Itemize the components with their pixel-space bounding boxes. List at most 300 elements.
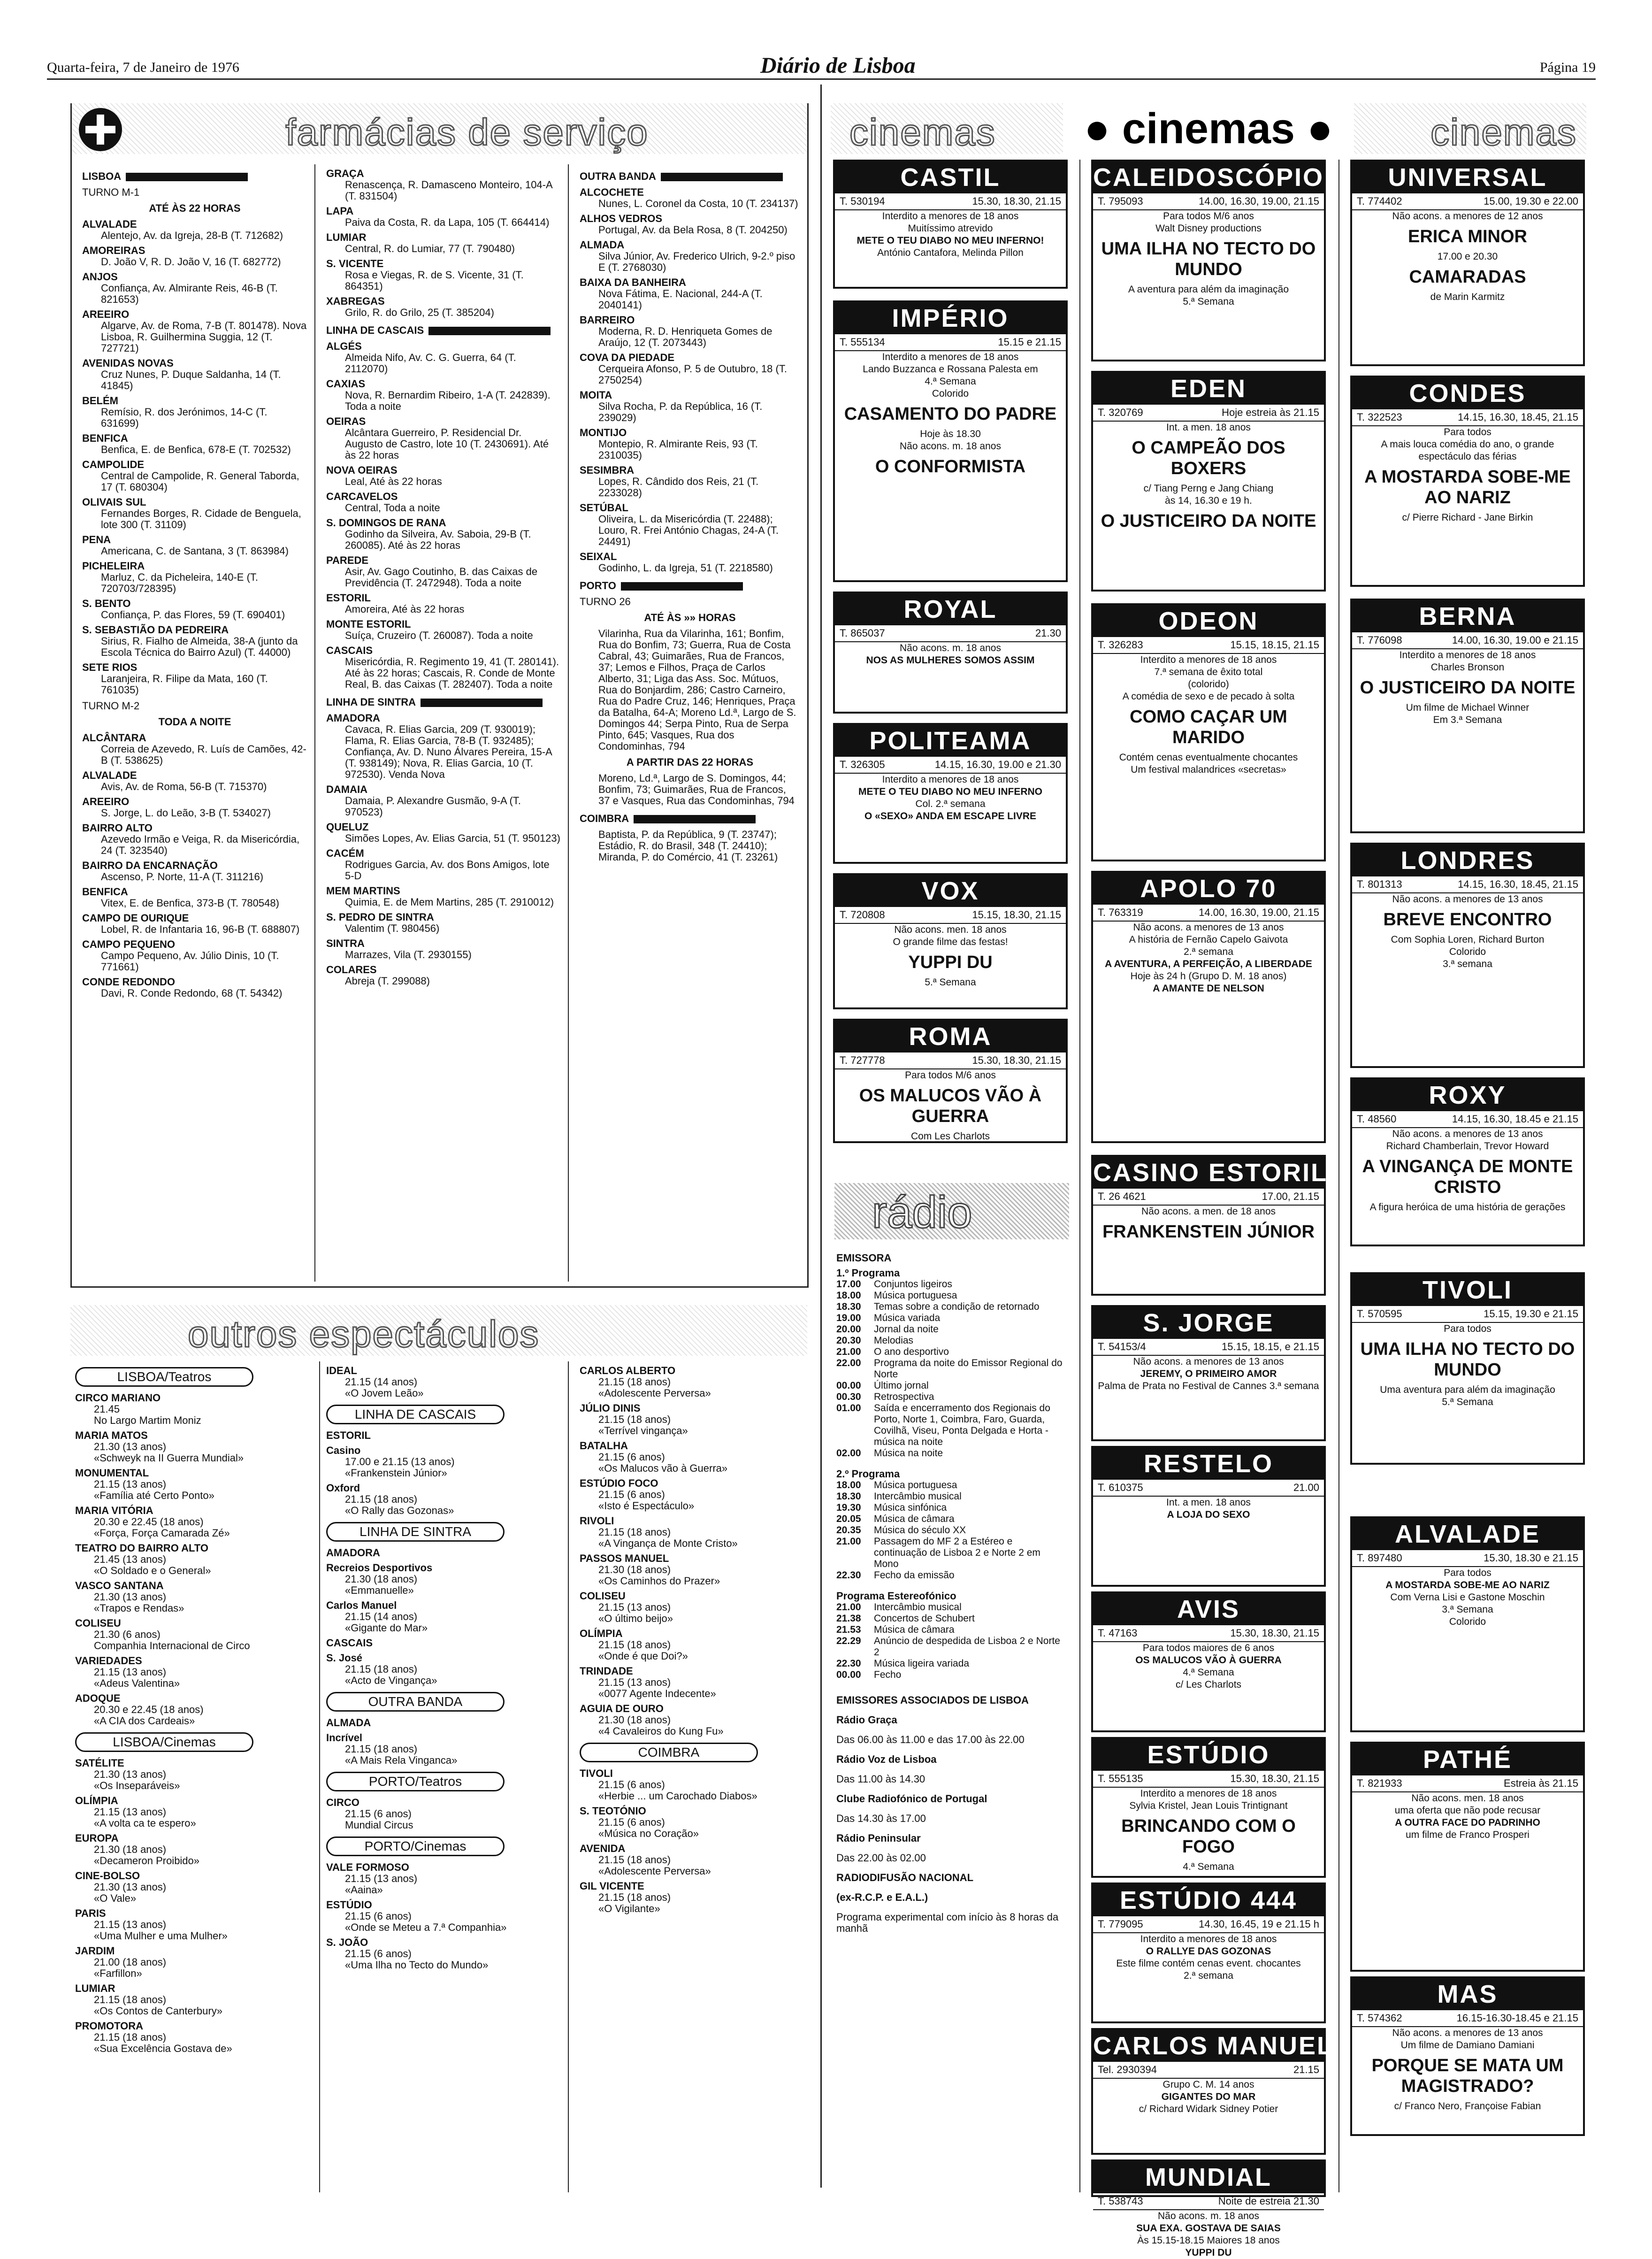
place-name: S. PEDRO DE SINTRA [326,911,434,923]
place-name: MOITA [580,389,612,401]
radio-show: Anúncio de despedida de Lisboa 2 e Norte 2 [874,1636,1060,1658]
cinema-times: 14.15, 16.30, 18.45 e 21.15 [1452,1113,1578,1125]
pharmacy-entry: Leal, Até às 22 horas [345,476,442,487]
cinema-name: TIVOLI [1352,1274,1583,1306]
venue-name: CIRCO MARIANO [75,1392,161,1404]
venue-name: GIL VICENTE [580,1880,644,1892]
cinema-phone: T. 326305 [840,759,885,770]
venue-detail: «Isto é Espectáculo» [598,1500,695,1512]
venue-detail: 21.15 (14 anos) [345,1376,418,1388]
radio-row [836,1346,1066,1358]
cinema-line: 4.ª Semana [925,376,976,387]
cinema-box-castil [833,160,1068,289]
cinema-box-restelo [1091,1446,1326,1587]
place-name: PAREDE [326,554,369,566]
section-tag: PORTO/Teatros [326,1772,505,1791]
venue-detail: «O último beijo» [598,1613,673,1624]
cinema-times: 15.30, 18.30, 21.15 [1230,1773,1319,1784]
venue-detail: «A volta ca te espero» [94,1817,196,1829]
radio-row [836,1301,1066,1313]
cinema-line: 2.ª semana [1184,946,1233,957]
turno-label: TURNO 26 [580,596,631,607]
venue-name: MARIA MATOS [75,1429,148,1441]
cinema-line: 5.ª Semana [925,977,976,988]
cinema-times: 14.00, 16.30, 19.00, 21.15 [1199,195,1319,207]
cinema-box-tivoli [1350,1272,1585,1465]
cinema-box-mas [1350,1976,1585,2136]
venue-detail: «Decameron Proibido» [94,1855,200,1867]
cinemas-title: ● cinemas ● [1063,103,1354,154]
cinema-line: PORQUE SE MATA UM MAGISTRADO? [1371,2056,1564,2096]
radio-row [836,1602,1066,1613]
venue-detail: «Frankenstein Júnior» [345,1467,447,1479]
cinema-line: O grande filme das festas! [893,937,1008,947]
cinema-line: António Cantafora, Melinda Pillon [877,247,1024,258]
cinema-name: ESTÚDIO [1093,1739,1324,1771]
cinema-phone: T. 774402 [1357,195,1402,207]
cinema-name: ODEON [1093,605,1324,637]
radio-show: Passagem do MF 2 a Estéreo e continuação de Lisboa 2 e Norte 2 em Mono [874,1536,1040,1569]
radio-programme-1: 1.º Programa [836,1267,900,1279]
cinema-line: Hoje às 18.30 [920,429,981,439]
cinema-times: 14.15, 16.30, 18.45, 21.15 [1458,878,1578,890]
cinema-times: Estreia às 21.15 [1504,1777,1578,1789]
cinema-phone: T. 326283 [1098,639,1143,651]
pharmacy-entry: Vitex, E. de Benfica, 373-B (T. 780548) [101,897,279,909]
radio-show: Jornal da noite [874,1324,939,1335]
cinema-phone: T. 530194 [840,195,885,207]
outros-title: outros espectáculos [188,1313,540,1355]
place-name: CAMPO DE OURIQUE [82,912,189,924]
radio-show: Retrospectiva [874,1391,934,1402]
cinema-phone: T. 54153/4 [1098,1341,1146,1352]
cinema-line: A AVENTURA, A PERFEIÇÃO, A LIBERDADE [1105,959,1312,969]
venue-name: ESTÚDIO [326,1899,372,1911]
venue-name: PROMOTORA [75,2020,144,2032]
cinema-phone: T. 322523 [1357,411,1402,423]
venue-detail: «Adolescente Perversa» [598,1865,711,1877]
radio-time: 20.30 [836,1335,861,1346]
venue-name: ESTORIL [326,1429,371,1441]
hours-label: ATÉ ÀS »» HORAS [644,612,736,623]
cinema-line: Interdito a menores de 18 anos [1140,1788,1277,1799]
venue-detail: «O Vale» [94,1892,137,1904]
cinema-line: Não acons. a menores de 13 anos [1392,1129,1543,1139]
cinema-line: A figura heróica de uma história de gerações [1369,1202,1566,1213]
outros-column-2 [326,1361,561,1971]
place-name: S. BENTO [82,598,131,609]
farmacias-bottom-rule [70,1286,809,1288]
venue-detail: «Adeus Valentina» [94,1677,180,1689]
cinema-name: S. JORGE [1093,1307,1324,1339]
place-name: QUELUZ [326,821,369,833]
cinema-name: IMPÉRIO [835,302,1066,334]
cinema-line: Para todos [1444,1567,1491,1578]
cinema-line: Não acons. men. 18 anos [1411,1793,1524,1804]
venue-name: Casino [326,1445,361,1456]
pharmacy-entry: Abreja (T. 299088) [345,975,430,987]
radio-show: O ano desportivo [874,1346,949,1357]
venue-detail: «Schweyk na II Guerra Mundial» [94,1452,244,1464]
radio-show: Música portuguesa [874,1480,957,1491]
venue-detail: 20.30 e 22.45 (18 anos) [94,1516,204,1528]
pharmacy-entry: Cavaca, R. Elias Garcia, 209 (T. 930019); Flama, R. Elias Garcia, 78-B (T. 932485); Confiança, Av. D. Nuno Álvares Pereira, 15-A (T. 938149); Nova, R. Elias Garcia, 10 (T. 972530). Venda Nova [345,723,552,780]
page-number: Página 19 [1539,60,1596,75]
venue-detail: 21.15 (13 anos) [94,1478,167,1490]
cinema-times: Hoje estreia às 21.15 [1222,407,1319,418]
place-name: CONDE REDONDO [82,976,176,988]
venue-detail: «0077 Agente Indecente» [598,1688,716,1699]
venue-name: CARLOS ALBERTO [580,1365,676,1376]
place-name: PENA [82,534,111,546]
venue-name: CIRCO [326,1797,359,1808]
cinema-phone-times [1352,1775,1583,1792]
cinema-line: Para todos [1444,427,1491,438]
venue-name: IDEAL [326,1365,357,1376]
cinema-line: A comédia de sexo e de pecado à solta [1122,691,1295,702]
cinemas-col-rule-2 [1338,160,1339,2192]
radio-row [836,1491,1066,1502]
cinema-times: 21.30 [1035,627,1061,639]
radio-time: 21.00 [836,1346,861,1357]
pharmacy-entry: Cruz Nunes, P. Duque Saldanha, 14 (T. 41845) [101,369,281,392]
venue-detail: «Família até Certo Ponto» [94,1490,214,1501]
cinema-line: Para todos M/6 anos [1163,211,1254,222]
venue-detail: «Os Caminhos do Prazer» [598,1575,720,1587]
place-name: MONTIJO [580,427,627,438]
place-name: ALHOS VEDROS [580,213,663,224]
region-heading-text: PORTO [580,580,616,592]
cinema-line: A VINGANÇA DE MONTE CRISTO [1362,1157,1573,1197]
venue-name: AVENIDA [580,1843,626,1854]
cinema-phone: T. 720808 [840,909,885,921]
radio-time: 18.30 [836,1301,861,1312]
cinema-line: c/ Tiang Perng e Jang Chiang [1143,483,1274,494]
cinema-line: JEREMY, O PRIMEIRO AMOR [1140,1368,1277,1379]
cinema-line: Com Sophia Loren, Richard Burton [1391,934,1545,945]
cinema-phone-times [1352,876,1583,893]
cinema-box-estudio [1091,1737,1326,1878]
venue-detail: 21.15 (18 anos) [598,1639,671,1651]
venue-detail: «Farfillon» [94,1967,142,1979]
radio-show: Temas sobre a condição de retornado [874,1301,1040,1312]
cinema-line: Interdito a menores de 18 anos [1140,654,1277,665]
place-name: CASCAIS [326,645,373,656]
cinema-box-berna [1350,599,1585,833]
cinema-line: Não acons. m. 18 anos [900,441,1001,452]
cinema-line: 2.ª semana [1184,1970,1233,1981]
venue-detail: 21.15 (18 anos) [345,1493,418,1505]
cinema-box-roxy [1350,1077,1585,1246]
radio-time: 22.29 [836,1636,861,1646]
cinema-phone: T. 795093 [1098,195,1143,207]
outros-band [70,1305,807,1356]
header-date: Quarta-feira, 7 de Janeiro de 1976 [47,60,239,75]
cinema-phone: T. 763319 [1098,907,1143,918]
cinema-times: 15.15, 19.30 e 21.15 [1484,1308,1578,1320]
pharmacy-entry: Davi, R. Conde Redondo, 68 (T. 54342) [101,987,283,999]
venue-name: TEATRO DO BAIRRO ALTO [75,1542,208,1554]
cinema-line: A OUTRA FACE DO PADRINHO [1395,1817,1540,1828]
cinema-line: OS MALUCOS VÃO À GUERRA [859,1086,1042,1126]
pharmacy-entry: Laranjeira, R. Filipe da Mata, 160 (T. 761035) [101,673,268,696]
pharmacy-entry: Moreno, Ld.ª, Largo de S. Domingos, 44; Bonfim, 73; Guimarães, Rua de Francos, 37 e Vasques, Rua das Condominhas, 794 [598,772,795,807]
venue-name: PARIS [75,1907,106,1919]
venue-detail: «A CIA dos Cardeais» [94,1715,195,1727]
cinema-phone-times [1093,1771,1324,1788]
venue-name: COLISEU [580,1590,626,1602]
cinema-line: OS MALUCOS VÃO À GUERRA [1135,1655,1282,1666]
place-name: SETE RIOS [82,661,138,673]
place-name: ANJOS [82,271,118,283]
pharmacy-entry: Azevedo Irmão e Veiga, R. da Misericórdia, 24 (T. 323540) [101,833,300,856]
pharmacy-cross-icon [79,108,122,151]
venue-detail: 21.15 (13 anos) [94,1806,167,1818]
place-name: ESTORIL [326,592,371,604]
place-name: NOVA OEIRAS [326,464,398,476]
cinema-name: UNIVERSAL [1352,161,1583,193]
place-name: AVENIDAS NOVAS [82,357,174,369]
cinema-line: 4.ª Semana [1183,1667,1234,1678]
cinema-box-odeon [1091,603,1326,861]
farmacias-band [70,103,807,154]
radio-station-hours: Das 11.00 às 14.30 [836,1773,925,1785]
hours-label: TODA A NOITE [158,716,231,728]
place-name: COVA DA PIEDADE [580,352,675,363]
cinema-line: Não acons. a men. de 18 anos [1141,1206,1276,1217]
cinema-box-condes [1350,376,1585,587]
place-name: SETÚBAL [580,502,628,514]
cinema-phone-times [1352,632,1583,649]
venue-detail: 21.45 [94,1403,120,1415]
cinema-line: Int. a men. 18 anos [1166,1497,1251,1508]
venue-detail: «O Jovem Leão» [345,1387,424,1399]
radio-row [836,1290,1066,1301]
venue-detail: «O Soldado e o General» [94,1565,211,1576]
venue-detail: 21.15 (6 anos) [345,1808,412,1820]
radio-show: Intercâmbio musical [874,1602,962,1613]
cinema-phone: T. 555134 [840,336,885,348]
radio-show: Música portuguesa [874,1290,957,1301]
place-name: BARREIRO [580,314,635,326]
cinema-box-avis [1091,1591,1326,1732]
venue-name: OLÍMPIA [580,1628,623,1639]
cinema-box-apolo70 [1091,871,1326,1143]
radio-row [836,1502,1066,1514]
venue-detail: 21.15 (18 anos) [598,1526,671,1538]
cinema-box-casino [1091,1155,1326,1296]
radio-row [836,1279,1066,1290]
pharmacy-entry: Rodrigues Garcia, Av. dos Bons Amigos, lote 5-D [345,859,550,882]
venue-detail: «Música no Coração» [598,1828,699,1839]
cinema-phone: T. 779095 [1098,1918,1143,1930]
venue-name: VARIEDADES [75,1655,142,1667]
venue-detail: 21.15 (13 anos) [598,1601,671,1613]
cinema-name: ROMA [835,1021,1066,1053]
radio-time: 18.00 [836,1480,861,1491]
pharmacy-entry: Renascença, R. Damasceno Monteiro, 104-A (T. 831504) [345,179,552,202]
cinema-box-caleidoscopio [1091,160,1326,361]
radio-station-hours: Das 22.00 às 02.00 [836,1852,926,1864]
pharmacy-entry: S. Jorge, L. do Leão, 3-B (T. 534027) [101,807,271,819]
cinema-line: 4.ª Semana [1183,1861,1234,1872]
section-tag: LINHA DE SINTRA [326,1522,505,1542]
place-name: BENFICA [82,886,128,898]
cinema-phone: T. 821933 [1357,1777,1402,1789]
venue-name: MARIA VITÓRIA [75,1505,153,1516]
cinema-line: BRINCANDO COM O FOGO [1121,1816,1296,1857]
place-name: ALCÂNTARA [82,732,146,744]
radio-station-hours: Das 06.00 às 11.00 e das 17.00 às 22.00 [836,1734,1025,1745]
cinemas-band-left: cinemas [849,111,996,153]
cinema-line: Interdito a menores de 18 anos [1140,1934,1277,1944]
venue-detail: 21.00 (18 anos) [94,1956,167,1968]
pharmacy-entry: Alentejo, Av. da Igreja, 28-B (T. 712682) [101,230,283,241]
cinema-phone: T. 555135 [1098,1773,1143,1784]
page-header [47,53,1596,80]
cinema-line: 3.ª Semana [1442,1604,1493,1615]
venue-detail: «Aaina» [345,1884,383,1896]
farmacias-right-rule [807,103,809,1286]
cinema-line: c/ Pierre Richard - Jane Birkin [1402,512,1533,523]
pharmacy-entry: Portugal, Av. da Bela Rosa, 8 (T. 204250) [598,224,788,236]
section-tag: COIMBRA [580,1743,758,1762]
pharmacy-entry: Avis, Av. de Roma, 56-B (T. 715370) [101,781,267,792]
pharmacy-entry: Alcântara Guerreiro, P. Residencial Dr. Augusto de Castro, lote 10 (T. 2430691). Até às 22 horas [345,427,549,461]
venue-name: Oxford [326,1482,360,1494]
cinemas-col-rule-1 [1079,160,1080,2192]
cinema-phone: T. 47163 [1098,1627,1138,1639]
radio-show: Intercâmbio musical [874,1491,962,1502]
pharmacy-entry: Cerqueira Afonso, P. 5 de Outubro, 18 (T. 2750254) [598,363,787,386]
cinema-phone-times [1093,905,1324,922]
radio-time: 22.30 [836,1570,861,1581]
cinema-phone-times [835,625,1066,642]
cinema-phone-times [1093,1916,1324,1933]
venue-name: COLISEU [75,1617,121,1629]
cinema-times: Noite de estreia 21.30 [1218,2195,1319,2207]
cinema-line: METE O TEU DIABO NO MEU INFERNO [858,786,1042,797]
venue-detail: «Uma Mulher e uma Mulher» [94,1930,228,1942]
pharmacy-entry: Damaia, P. Alexandre Gusmão, 9-A (T. 970523) [345,795,521,818]
region-heading-text: OUTRA BANDA [580,170,656,182]
cinema-line: Interdito a menores de 18 anos [882,352,1019,362]
pharmacy-entry: Americana, C. de Santana, 3 (T. 863984) [101,545,289,557]
cinema-phone-times [835,334,1066,351]
cinema-phone-times [1093,1339,1324,1356]
venue-name: ESTÚDIO FOCO [580,1477,658,1489]
venue-detail: «A Mais Rela Vinganca» [345,1754,458,1766]
farmacias-column-1 [82,164,307,999]
radio-station: Rádio Graça [836,1714,897,1726]
radio-show: Fecho da emissão [874,1570,955,1581]
venue-detail: «Emmanuelle» [345,1584,414,1596]
cinema-line: 17.00 e 20.30 [1437,251,1498,262]
cinema-line: Contém cenas eventualmente chocantes [1119,752,1298,763]
cinema-line: Um festival malandrices «secretas» [1131,764,1286,775]
venue-detail: «A Vingança de Monte Cristo» [598,1537,738,1549]
venue-detail: «Adolescente Perversa» [598,1387,711,1399]
venue-detail: «Trapos e Rendas» [94,1602,184,1614]
cinema-line: Não acons. m. 18 anos [900,643,1001,653]
outros-col-rule-1 [319,1361,320,2192]
pharmacy-entry: Amoreira, Até às 22 horas [345,603,465,615]
cinema-line: Não acons. a menores de 13 anos [1133,922,1284,933]
cinema-times: 15.30, 18.30, 21.15 [972,195,1061,207]
cinema-name: ROYAL [835,593,1066,625]
cinema-name: PATHÉ [1352,1744,1583,1775]
cinema-line: Lando Buzzanca e Rossana Palesta em [863,364,1038,375]
cinema-line: Walt Disney productions [1155,223,1262,234]
radio-row [836,1380,1066,1391]
radio-row [836,1391,1066,1403]
section-tag: LISBOA/Teatros [75,1367,253,1387]
radio-time: 00.00 [836,1380,861,1391]
cinema-box-carlosmanuel [1091,2028,1334,2155]
cinema-line: (colorido) [1188,679,1229,690]
venue-detail: «Onde é que Doi?» [598,1650,688,1662]
venue-detail: 21.15 (6 anos) [345,1948,412,1959]
venue-detail: 21.30 (18 anos) [94,1844,167,1855]
cinema-line: Para todos [1444,1323,1491,1334]
venue-detail: «Os Inseparáveis» [94,1780,180,1791]
radio-row [836,1536,1066,1570]
pharmacy-entry: D. João V, R. D. João V, 16 (T. 682772) [101,256,281,268]
place-name: BENFICA [82,432,128,444]
pharmacy-entry: Grilo, R. do Grilo, 25 (T. 385204) [345,307,494,318]
heading-bar [126,173,248,181]
region-heading [326,325,561,336]
pharmacy-entry: Suíça, Cruzeiro (T. 260087). Toda a noite [345,630,533,641]
radio-row [836,1403,1066,1448]
radio-station-hours: Das 14.30 às 17.00 [836,1813,926,1824]
cinema-phone-times [1352,1550,1583,1567]
cinema-times: 15.30, 18.30 e 21.15 [1484,1552,1578,1564]
cinema-line: Hoje às 24 h (Grupo D. M. 18 anos) [1130,971,1287,982]
radio-time: 18.00 [836,1290,861,1301]
venue-detail: 21.15 (18 anos) [598,1376,671,1388]
place-name: ALVALADE [82,218,137,230]
cinema-phone-times [1093,2062,1324,2079]
radio-show: Saída e encerramento dos Regionais do Porto, Norte 1, Coimbra, Faro, Guarda, Covilhã, Viseu, Ponta Delgada e Horta - música na noite [874,1403,1050,1447]
venue-name: MONUMENTAL [75,1467,149,1479]
cinema-phone: T. 48560 [1357,1113,1397,1125]
radio-show: Fecho [874,1669,902,1680]
radio-programme-stereo: Programa Estereofónico [836,1590,956,1602]
cinema-line: O CONFORMISTA [875,457,1026,476]
radio-row [836,1514,1066,1525]
pharmacy-entry: Vilarinha, Rua da Vilarinha, 161; Bonfim, Rua do Bonfim, 73; Guerra, Rua de Costa Cabral, 43; Guimarães, Rua de Francos, 37; Lemos e Filhos, Praça de Carlos Alberto, 31; Liga das Ass. Soc. Mútuos, Rua do Bonjardim, 286; Castro Carneiro, Rua do Padre Cruz, 146; Henriques, Praça da Batalha, 64-A; Moreno Ld.ª, Largo de S. Domingos 44; Serpa Pinto, Rua de Serpa Pinto, 645; Vasques, Rua dos Condominhas, 794 [598,628,796,752]
radio-time: 20.35 [836,1525,861,1536]
turno-label: TURNO M-1 [82,186,140,198]
pharmacy-entry: Silva Júnior, Av. Frederico Ulrich, 9-2.º piso E (T. 2768030) [598,250,795,273]
radio-row [836,1669,1066,1681]
cinema-times: 14.00, 16.30, 19.00, 21.15 [1199,907,1319,918]
venue-detail: 21.30 (18 anos) [598,1564,671,1575]
pharmacy-entry: Fernandes Borges, R. Cidade de Benguela, lote 300 (T. 31109) [101,507,301,530]
pharmacy-entry: Rosa e Viegas, R. de S. Vicente, 31 (T. 864351) [345,269,524,292]
cinema-phone-times [1352,409,1583,426]
pharmacy-entry: Lopes, R. Cândido dos Reis, 21 (T. 2233028) [598,476,759,499]
cinema-line: c/ Franco Nero, Françoise Fabian [1394,2101,1541,2112]
cinema-name: RESTELO [1093,1448,1324,1480]
radio-show: Música de câmara [874,1514,955,1524]
venue-name: PASSOS MANUEL [580,1552,669,1564]
radio-show: Conjuntos ligeiros [874,1279,952,1290]
place-name: SEIXAL [580,551,617,562]
cinema-name: MUNDIAL [1093,2161,1324,2193]
cinema-line: CASAMENTO DO PADRE [844,404,1057,424]
